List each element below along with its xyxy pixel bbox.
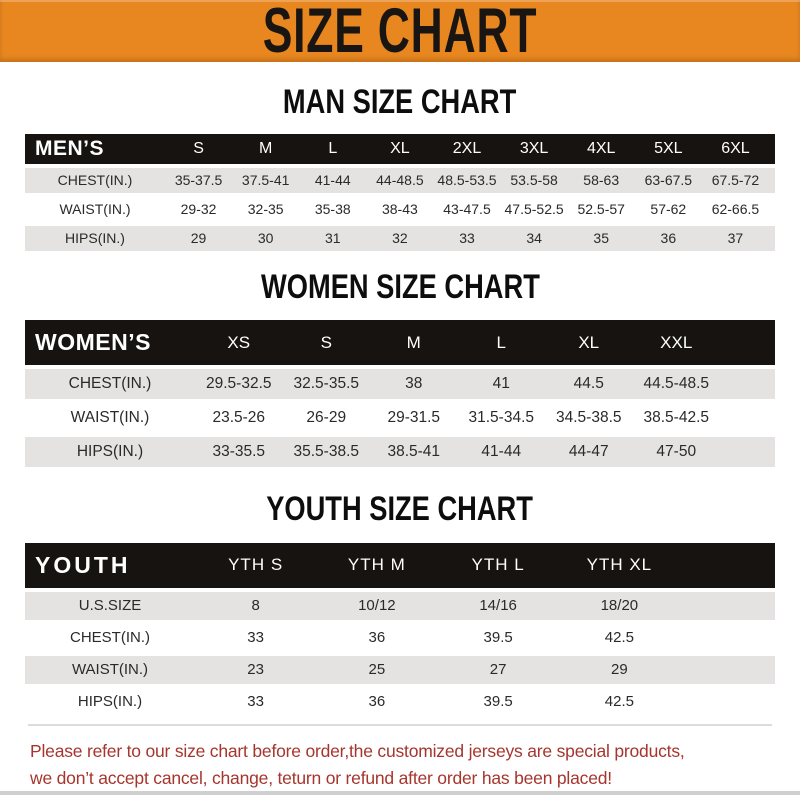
size-value: 31 bbox=[324, 230, 341, 247]
section-heading bbox=[0, 266, 800, 306]
size-value: 58-63 bbox=[583, 172, 620, 189]
size-column-header: YTH M bbox=[347, 555, 406, 575]
size-value: 38.5-42.5 bbox=[643, 409, 709, 427]
size-value: 41-44 bbox=[481, 443, 522, 461]
size-value: 33 bbox=[459, 230, 475, 247]
table-row bbox=[25, 403, 775, 433]
size-value: 23 bbox=[247, 661, 264, 679]
size-value: 33-35.5 bbox=[212, 443, 266, 461]
disclaimer bbox=[30, 738, 800, 792]
size-value: 25 bbox=[368, 661, 386, 679]
table-row bbox=[25, 624, 775, 652]
size-value: 39.5 bbox=[483, 693, 513, 711]
row-spacer-cell bbox=[680, 688, 775, 716]
banner-title: SIZE CHART bbox=[262, 0, 538, 66]
size-value: 29-31.5 bbox=[387, 409, 441, 427]
size-value: 43-47.5 bbox=[443, 201, 491, 218]
size-value: 29 bbox=[190, 230, 207, 247]
size-value: 41-44 bbox=[314, 172, 351, 189]
size-value: 29-32 bbox=[180, 201, 217, 218]
table-row bbox=[25, 369, 775, 399]
size-column-header: M bbox=[406, 332, 421, 352]
size-value: 29.5-32.5 bbox=[206, 375, 272, 393]
size-column-header: L bbox=[496, 332, 506, 352]
size-value: 26-29 bbox=[306, 409, 347, 427]
row-label: HIPS(IN.) bbox=[76, 443, 144, 461]
size-value: 44.5-48.5 bbox=[643, 375, 709, 393]
size-value: 32 bbox=[392, 230, 408, 247]
size-column-header: YTH L bbox=[471, 555, 525, 575]
table-row bbox=[25, 168, 775, 193]
row-spacer-cell bbox=[720, 437, 775, 467]
row-label: CHEST(IN.) bbox=[68, 375, 152, 393]
size-chart-section-1 bbox=[0, 266, 800, 472]
size-value: 30 bbox=[257, 230, 274, 247]
section-heading bbox=[0, 491, 800, 527]
size-column-header: 4XL bbox=[586, 139, 616, 157]
size-value: 10/12 bbox=[358, 597, 396, 615]
size-chart-banner bbox=[0, 0, 800, 66]
size-value: 38-43 bbox=[381, 201, 418, 218]
table-row bbox=[25, 197, 775, 222]
disclaimer-line-2: we don’t accept cancel, change, teturn or refund after order has been placed! bbox=[30, 768, 612, 789]
size-value: 42.5 bbox=[604, 693, 634, 711]
size-value: 38.5-41 bbox=[387, 443, 441, 461]
size-column-header: XS bbox=[227, 332, 251, 352]
size-value: 8 bbox=[251, 597, 260, 615]
header-spacer-cell bbox=[769, 134, 775, 164]
size-column-header: L bbox=[328, 139, 338, 157]
size-column-header: XL bbox=[390, 139, 410, 157]
banner-heading bbox=[224, 0, 576, 66]
size-value: 36 bbox=[368, 693, 386, 711]
size-value: 67.5-72 bbox=[711, 172, 760, 189]
size-value: 48.5-53.5 bbox=[437, 172, 497, 189]
row-spacer-cell bbox=[720, 369, 775, 399]
size-value: 14/16 bbox=[479, 597, 517, 615]
size-value: 33 bbox=[247, 693, 264, 711]
size-value: 35-37.5 bbox=[174, 172, 223, 189]
size-column-header: XL bbox=[578, 332, 600, 352]
table-row bbox=[25, 656, 775, 684]
size-column-header: 6XL bbox=[721, 139, 750, 157]
size-column-header: 2XL bbox=[452, 139, 482, 157]
size-table bbox=[25, 316, 775, 471]
section-title: WOMEN SIZE CHART bbox=[260, 266, 540, 306]
size-value: 53.5-58 bbox=[510, 172, 558, 189]
section-title: MAN SIZE CHART bbox=[283, 81, 517, 122]
disclaimer-line-1: Please refer to our size chart before order,the customized jerseys are special products, bbox=[30, 740, 685, 761]
size-value: 34 bbox=[526, 230, 542, 247]
size-column-header: 5XL bbox=[654, 139, 683, 157]
size-column-header: 3XL bbox=[519, 139, 549, 157]
size-value: 18/20 bbox=[600, 597, 639, 615]
bottom-divider bbox=[0, 791, 800, 795]
size-table bbox=[25, 539, 775, 720]
size-value: 62-66.5 bbox=[711, 201, 760, 218]
table-row bbox=[25, 437, 775, 467]
header-spacer-cell bbox=[720, 320, 775, 365]
size-value: 44.5 bbox=[573, 375, 604, 393]
table-end-divider bbox=[28, 724, 772, 726]
size-column-header: YTH S bbox=[228, 555, 284, 575]
table-group-label: YOUTH bbox=[35, 551, 131, 578]
size-value: 23.5-26 bbox=[212, 409, 266, 427]
row-spacer-cell bbox=[680, 592, 775, 620]
size-value: 32.5-35.5 bbox=[293, 375, 359, 393]
row-label: HIPS(IN.) bbox=[65, 230, 125, 247]
size-column-header: XXL bbox=[660, 332, 693, 352]
row-label: HIPS(IN.) bbox=[77, 693, 143, 711]
table-header-row bbox=[25, 320, 775, 365]
size-value: 32-35 bbox=[247, 201, 284, 218]
header-spacer-cell bbox=[680, 543, 775, 588]
row-spacer-cell bbox=[720, 403, 775, 433]
size-value: 44-48.5 bbox=[376, 172, 424, 189]
size-value: 36 bbox=[660, 230, 677, 247]
size-column-header: S bbox=[320, 332, 332, 352]
size-table bbox=[25, 130, 775, 255]
size-value: 37 bbox=[727, 230, 744, 247]
size-chart-section-0 bbox=[0, 81, 800, 255]
row-spacer-cell bbox=[769, 168, 775, 193]
size-value: 35-38 bbox=[314, 201, 351, 218]
size-value: 31.5-34.5 bbox=[468, 409, 534, 427]
table-row bbox=[25, 592, 775, 620]
row-label: WAIST(IN.) bbox=[70, 409, 150, 427]
size-value: 33 bbox=[247, 629, 264, 647]
row-label: CHEST(IN.) bbox=[57, 172, 133, 189]
size-value: 39.5 bbox=[483, 629, 513, 647]
table-header-row bbox=[25, 543, 775, 588]
table-header-row bbox=[25, 134, 775, 164]
row-spacer-cell bbox=[769, 226, 775, 251]
row-label: WAIST(IN.) bbox=[59, 201, 131, 218]
row-label: CHEST(IN.) bbox=[70, 629, 150, 647]
size-value: 57-62 bbox=[650, 201, 687, 218]
row-spacer-cell bbox=[680, 656, 775, 684]
size-value: 52.5-57 bbox=[577, 201, 625, 218]
size-value: 42.5 bbox=[604, 629, 634, 647]
size-value: 41 bbox=[492, 375, 510, 393]
size-value: 36 bbox=[368, 629, 386, 647]
size-value: 35.5-38.5 bbox=[293, 443, 359, 461]
size-value: 44-47 bbox=[568, 443, 609, 461]
section-title: YOUTH SIZE CHART bbox=[266, 489, 534, 529]
size-column-header: M bbox=[259, 139, 273, 157]
table-row bbox=[25, 226, 775, 251]
size-value: 34.5-38.5 bbox=[556, 409, 622, 427]
size-column-header: S bbox=[193, 139, 204, 157]
table-group-label: WOMEN’S bbox=[35, 329, 151, 356]
row-label: WAIST(IN.) bbox=[71, 661, 149, 679]
charts-container bbox=[0, 81, 800, 720]
size-value: 29 bbox=[611, 661, 628, 679]
table-row bbox=[25, 688, 775, 716]
size-value: 47-50 bbox=[656, 443, 697, 461]
size-value: 27 bbox=[489, 661, 507, 679]
size-value: 37.5-41 bbox=[241, 172, 290, 189]
size-chart-section-2 bbox=[0, 491, 800, 720]
size-value: 35 bbox=[593, 230, 609, 247]
size-column-header: YTH XL bbox=[586, 555, 653, 575]
table-group-label: MEN’S bbox=[35, 136, 105, 160]
size-value: 38 bbox=[405, 375, 423, 393]
section-heading bbox=[0, 81, 800, 122]
size-value: 63-67.5 bbox=[644, 172, 693, 189]
row-spacer-cell bbox=[680, 624, 775, 652]
row-spacer-cell bbox=[769, 197, 775, 222]
size-value: 47.5-52.5 bbox=[504, 201, 564, 218]
row-label: U.S.SIZE bbox=[78, 597, 142, 615]
